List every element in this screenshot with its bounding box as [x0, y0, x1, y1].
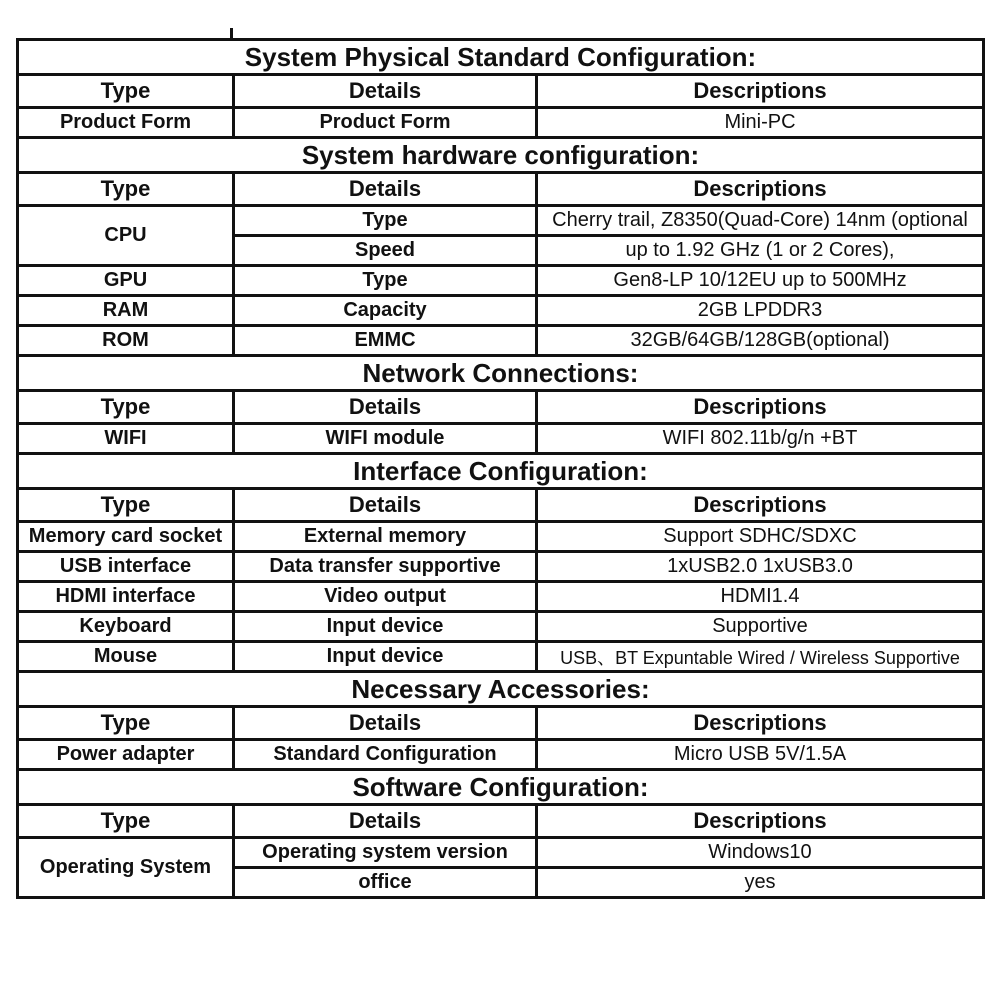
table-row: [18, 424, 984, 454]
cell-type-os: Operating System: [18, 838, 234, 898]
header-descriptions: Descriptions: [537, 489, 984, 522]
table-row: [18, 522, 984, 552]
header-descriptions: Descriptions: [537, 75, 984, 108]
cell-type: RAM: [18, 296, 234, 326]
cell-desc: HDMI1.4: [537, 582, 984, 612]
section-software: [18, 770, 984, 805]
cell-details: Video output: [234, 582, 537, 612]
cell-desc: WIFI 802.11b/g/n +BT: [537, 424, 984, 454]
header-row: [18, 489, 984, 522]
cell-desc: Supportive: [537, 612, 984, 642]
header-row: [18, 805, 984, 838]
cell-details: Speed: [234, 236, 537, 266]
header-details: Details: [234, 173, 537, 206]
table-row: [18, 326, 984, 356]
section-interface: [18, 454, 984, 489]
header-details: Details: [234, 391, 537, 424]
header-type: Type: [18, 391, 234, 424]
cell-details: Operating system version: [234, 838, 537, 868]
cell-desc: yes: [537, 868, 984, 898]
table-row: [18, 206, 984, 236]
cell-details: Input device: [234, 642, 537, 672]
table-row: [18, 296, 984, 326]
cell-desc: Cherry trail, Z8350(Quad-Core) 14nm (optional: [537, 206, 984, 236]
cell-desc: Support SDHC/SDXC: [537, 522, 984, 552]
cell-details: Data transfer supportive: [234, 552, 537, 582]
cell-desc: Gen8-LP 10/12EU up to 500MHz: [537, 266, 984, 296]
table-row: [18, 552, 984, 582]
table-row: [18, 740, 984, 770]
table-row: [18, 582, 984, 612]
table-row: [18, 838, 984, 868]
header-type: Type: [18, 75, 234, 108]
cell-details: office: [234, 868, 537, 898]
cell-type: ROM: [18, 326, 234, 356]
section-title: Software Configuration:: [18, 770, 984, 805]
table-row: [18, 642, 984, 672]
cell-desc: Mini-PC: [537, 108, 984, 138]
spec-table: [16, 38, 985, 899]
header-descriptions: Descriptions: [537, 707, 984, 740]
cell-details: External memory: [234, 522, 537, 552]
header-descriptions: Descriptions: [537, 391, 984, 424]
header-type: Type: [18, 489, 234, 522]
table-row: [18, 108, 984, 138]
header-type: Type: [18, 173, 234, 206]
section-title: Necessary Accessories:: [18, 672, 984, 707]
table-row: [18, 612, 984, 642]
cell-type: HDMI interface: [18, 582, 234, 612]
header-descriptions: Descriptions: [537, 805, 984, 838]
section-hardware: [18, 138, 984, 173]
table-row: [18, 266, 984, 296]
cell-desc: 32GB/64GB/128GB(optional): [537, 326, 984, 356]
cell-type: Mouse: [18, 642, 234, 672]
section-title: Interface Configuration:: [18, 454, 984, 489]
header-type: Type: [18, 707, 234, 740]
cell-desc: up to 1.92 GHz (1 or 2 Cores),: [537, 236, 984, 266]
header-type: Type: [18, 805, 234, 838]
section-title: Network Connections:: [18, 356, 984, 391]
cell-details: Type: [234, 266, 537, 296]
cell-type: USB interface: [18, 552, 234, 582]
cell-type: WIFI: [18, 424, 234, 454]
spec-sheet: [16, 38, 982, 899]
header-details: Details: [234, 489, 537, 522]
section-physical: [18, 40, 984, 75]
header-descriptions: Descriptions: [537, 173, 984, 206]
cell-details: Product Form: [234, 108, 537, 138]
cell-type: GPU: [18, 266, 234, 296]
section-accessories: [18, 672, 984, 707]
header-details: Details: [234, 805, 537, 838]
cell-details: Capacity: [234, 296, 537, 326]
cell-type-cpu: CPU: [18, 206, 234, 266]
header-row: [18, 391, 984, 424]
cell-details: Input device: [234, 612, 537, 642]
cell-details: Standard Configuration: [234, 740, 537, 770]
cell-type: Product Form: [18, 108, 234, 138]
cell-desc: 2GB LPDDR3: [537, 296, 984, 326]
cell-desc: 1xUSB2.0 1xUSB3.0: [537, 552, 984, 582]
header-row: [18, 707, 984, 740]
cell-details: WIFI module: [234, 424, 537, 454]
header-row: [18, 173, 984, 206]
section-network: [18, 356, 984, 391]
cell-desc: Windows10: [537, 838, 984, 868]
cell-details: Type: [234, 206, 537, 236]
section-title: System hardware configuration:: [18, 138, 984, 173]
cell-type: Power adapter: [18, 740, 234, 770]
cell-details: EMMC: [234, 326, 537, 356]
cell-desc: USB、BT Expuntable Wired / Wireless Supportive: [537, 642, 984, 672]
cell-desc: Micro USB 5V/1.5A: [537, 740, 984, 770]
cell-type: Keyboard: [18, 612, 234, 642]
header-row: [18, 75, 984, 108]
section-title: System Physical Standard Configuration:: [18, 40, 984, 75]
cell-type: Memory card socket: [18, 522, 234, 552]
header-details: Details: [234, 707, 537, 740]
header-details: Details: [234, 75, 537, 108]
